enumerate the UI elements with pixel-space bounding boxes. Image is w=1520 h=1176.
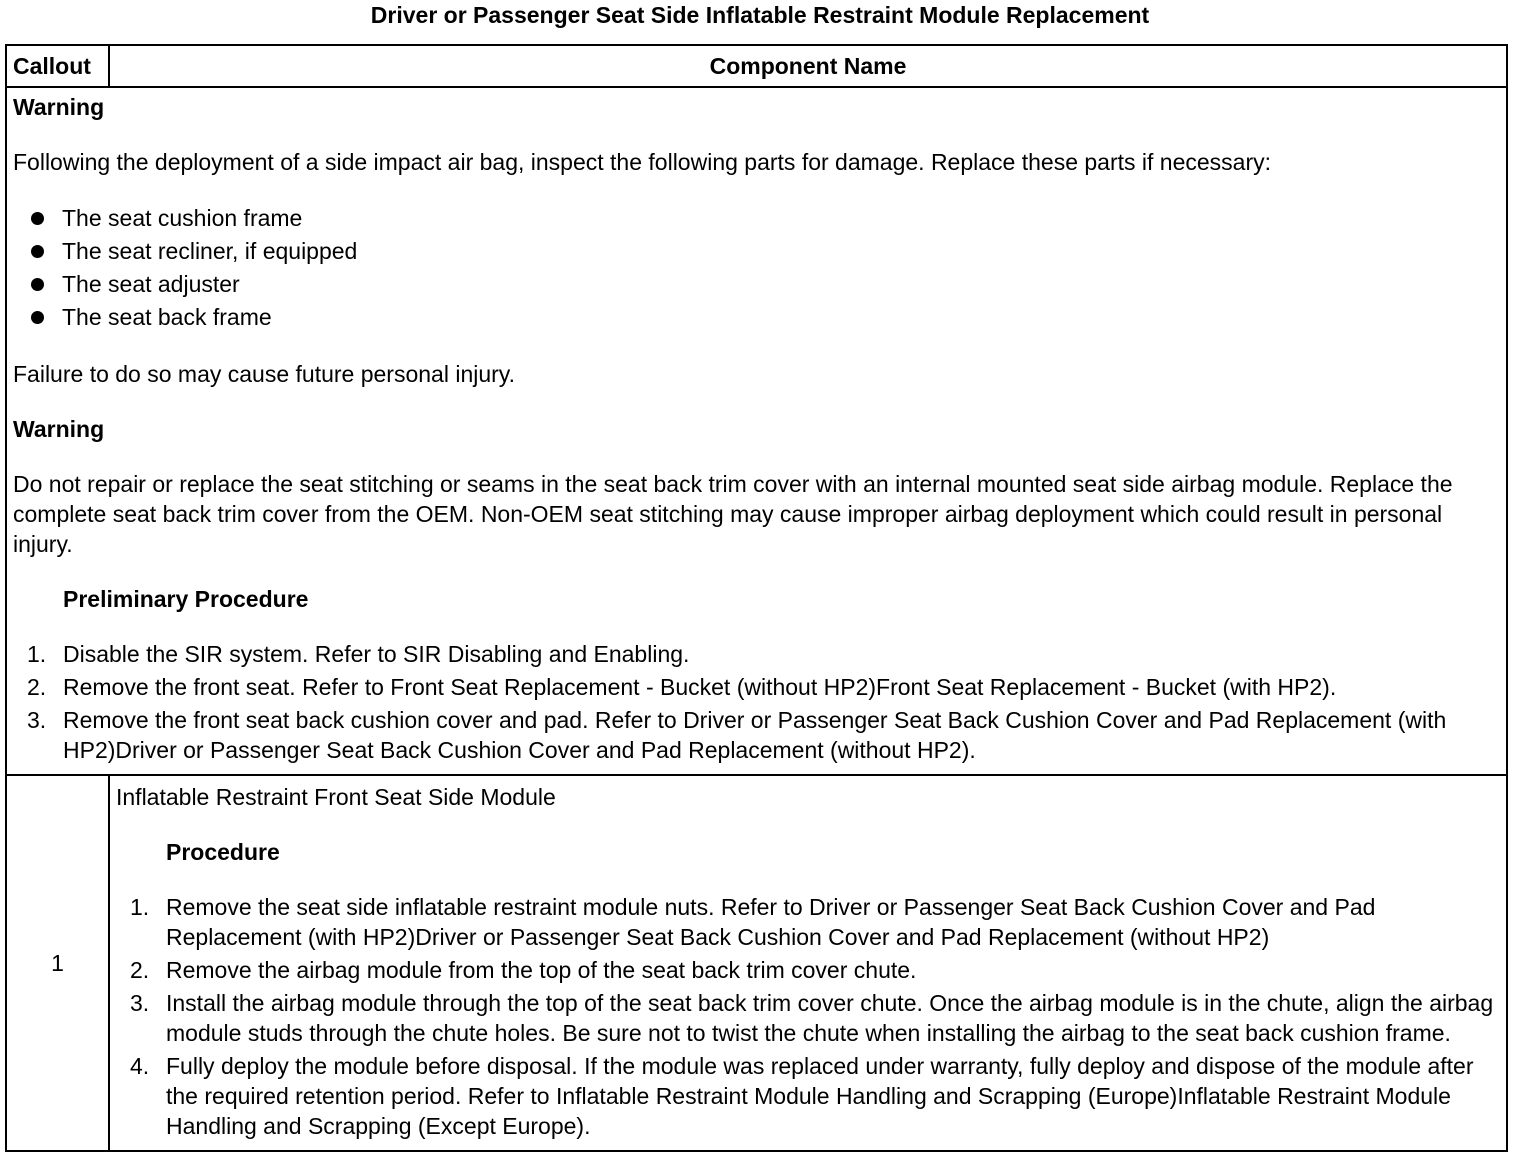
- preliminary-procedure-heading: Preliminary Procedure: [63, 586, 309, 612]
- procedure-steps: [116, 892, 1500, 1141]
- header-component-name: Component Name: [109, 45, 1507, 87]
- component-cell: [109, 775, 1507, 1151]
- list-item: The seat adjuster: [13, 268, 1500, 301]
- table-header-row: [6, 45, 1507, 87]
- warning-intro: Following the deployment of a side impact air bag, inspect the following parts for damage. Replace these parts if necessary:: [13, 149, 1272, 175]
- list-item: The seat recliner, if equipped: [13, 235, 1500, 268]
- step-item: 3. Remove the front seat back cushion cover and pad. Refer to Driver or Passenger Seat Back Cushion Cover and Pad Replacement (with HP2)Driver or Passenger Seat Back Cushion Cover and Pad Replacement (without HP2).: [27, 707, 1447, 763]
- warning-heading: Warning: [13, 94, 105, 120]
- header-callout: Callout: [6, 45, 109, 87]
- step-item: 3. Install the airbag module through the top of the seat back trim cover chute. Once the airbag module is in the chute, align the airbag module studs through the chute holes. Be sure not to twist the chute when installing the airbag to the seat back cushion frame.: [130, 990, 1494, 1046]
- step-item: 2. Remove the front seat. Refer to Front Seat Replacement - Bucket (without HP2)Front Seat Replacement - Bucket (with HP2).: [27, 674, 1337, 700]
- warning-heading: Warning: [13, 416, 105, 442]
- step-item: 4. Fully deploy the module before disposal. If the module was replaced under warranty, fully deploy and dispose of the module after the required retention period. Refer to Inflatable Restraint Module Handling and Scrapping (Europe)Inflatable Restraint Module Handling and Scrapping (Except Europe).: [130, 1053, 1474, 1139]
- list-item: The seat back frame: [13, 301, 1500, 334]
- list-item: The seat cushion frame: [13, 202, 1500, 235]
- preliminary-row: [6, 87, 1507, 775]
- step-item: 1. Remove the seat side inflatable restraint module nuts. Refer to Driver or Passenger Seat Back Cushion Cover and Pad Replacement (with HP2)Driver or Passenger Seat Back Cushion Cover and Pad Replacement (without HP2): [130, 894, 1376, 950]
- preliminary-cell: [6, 87, 1507, 775]
- component-name: Inflatable Restraint Front Seat Side Module: [116, 784, 556, 810]
- document-title: Driver or Passenger Seat Side Inflatable Restraint Module Replacement: [370, 2, 1150, 28]
- procedure-heading: Procedure: [166, 839, 280, 865]
- preliminary-steps: [13, 639, 1500, 765]
- warning-text: Do not repair or replace the seat stitching or seams in the seat back trim cover with an internal mounted seat side airbag module. Replace the complete seat back trim cover from the OEM. Non-OEM seat stitching may cause improper airbag deployment which could result in personal injury.: [13, 471, 1453, 557]
- warning-outro: Failure to do so may cause future personal injury.: [13, 361, 515, 387]
- step-item: 1. Disable the SIR system. Refer to SIR Disabling and Enabling.: [27, 641, 690, 667]
- inspect-parts-list: [13, 202, 1500, 334]
- component-table: [5, 44, 1508, 1152]
- callout-number: 1: [6, 775, 109, 1151]
- step-item: 2. Remove the airbag module from the top of the seat back trim cover chute.: [130, 957, 917, 983]
- table-row: [6, 775, 1507, 1151]
